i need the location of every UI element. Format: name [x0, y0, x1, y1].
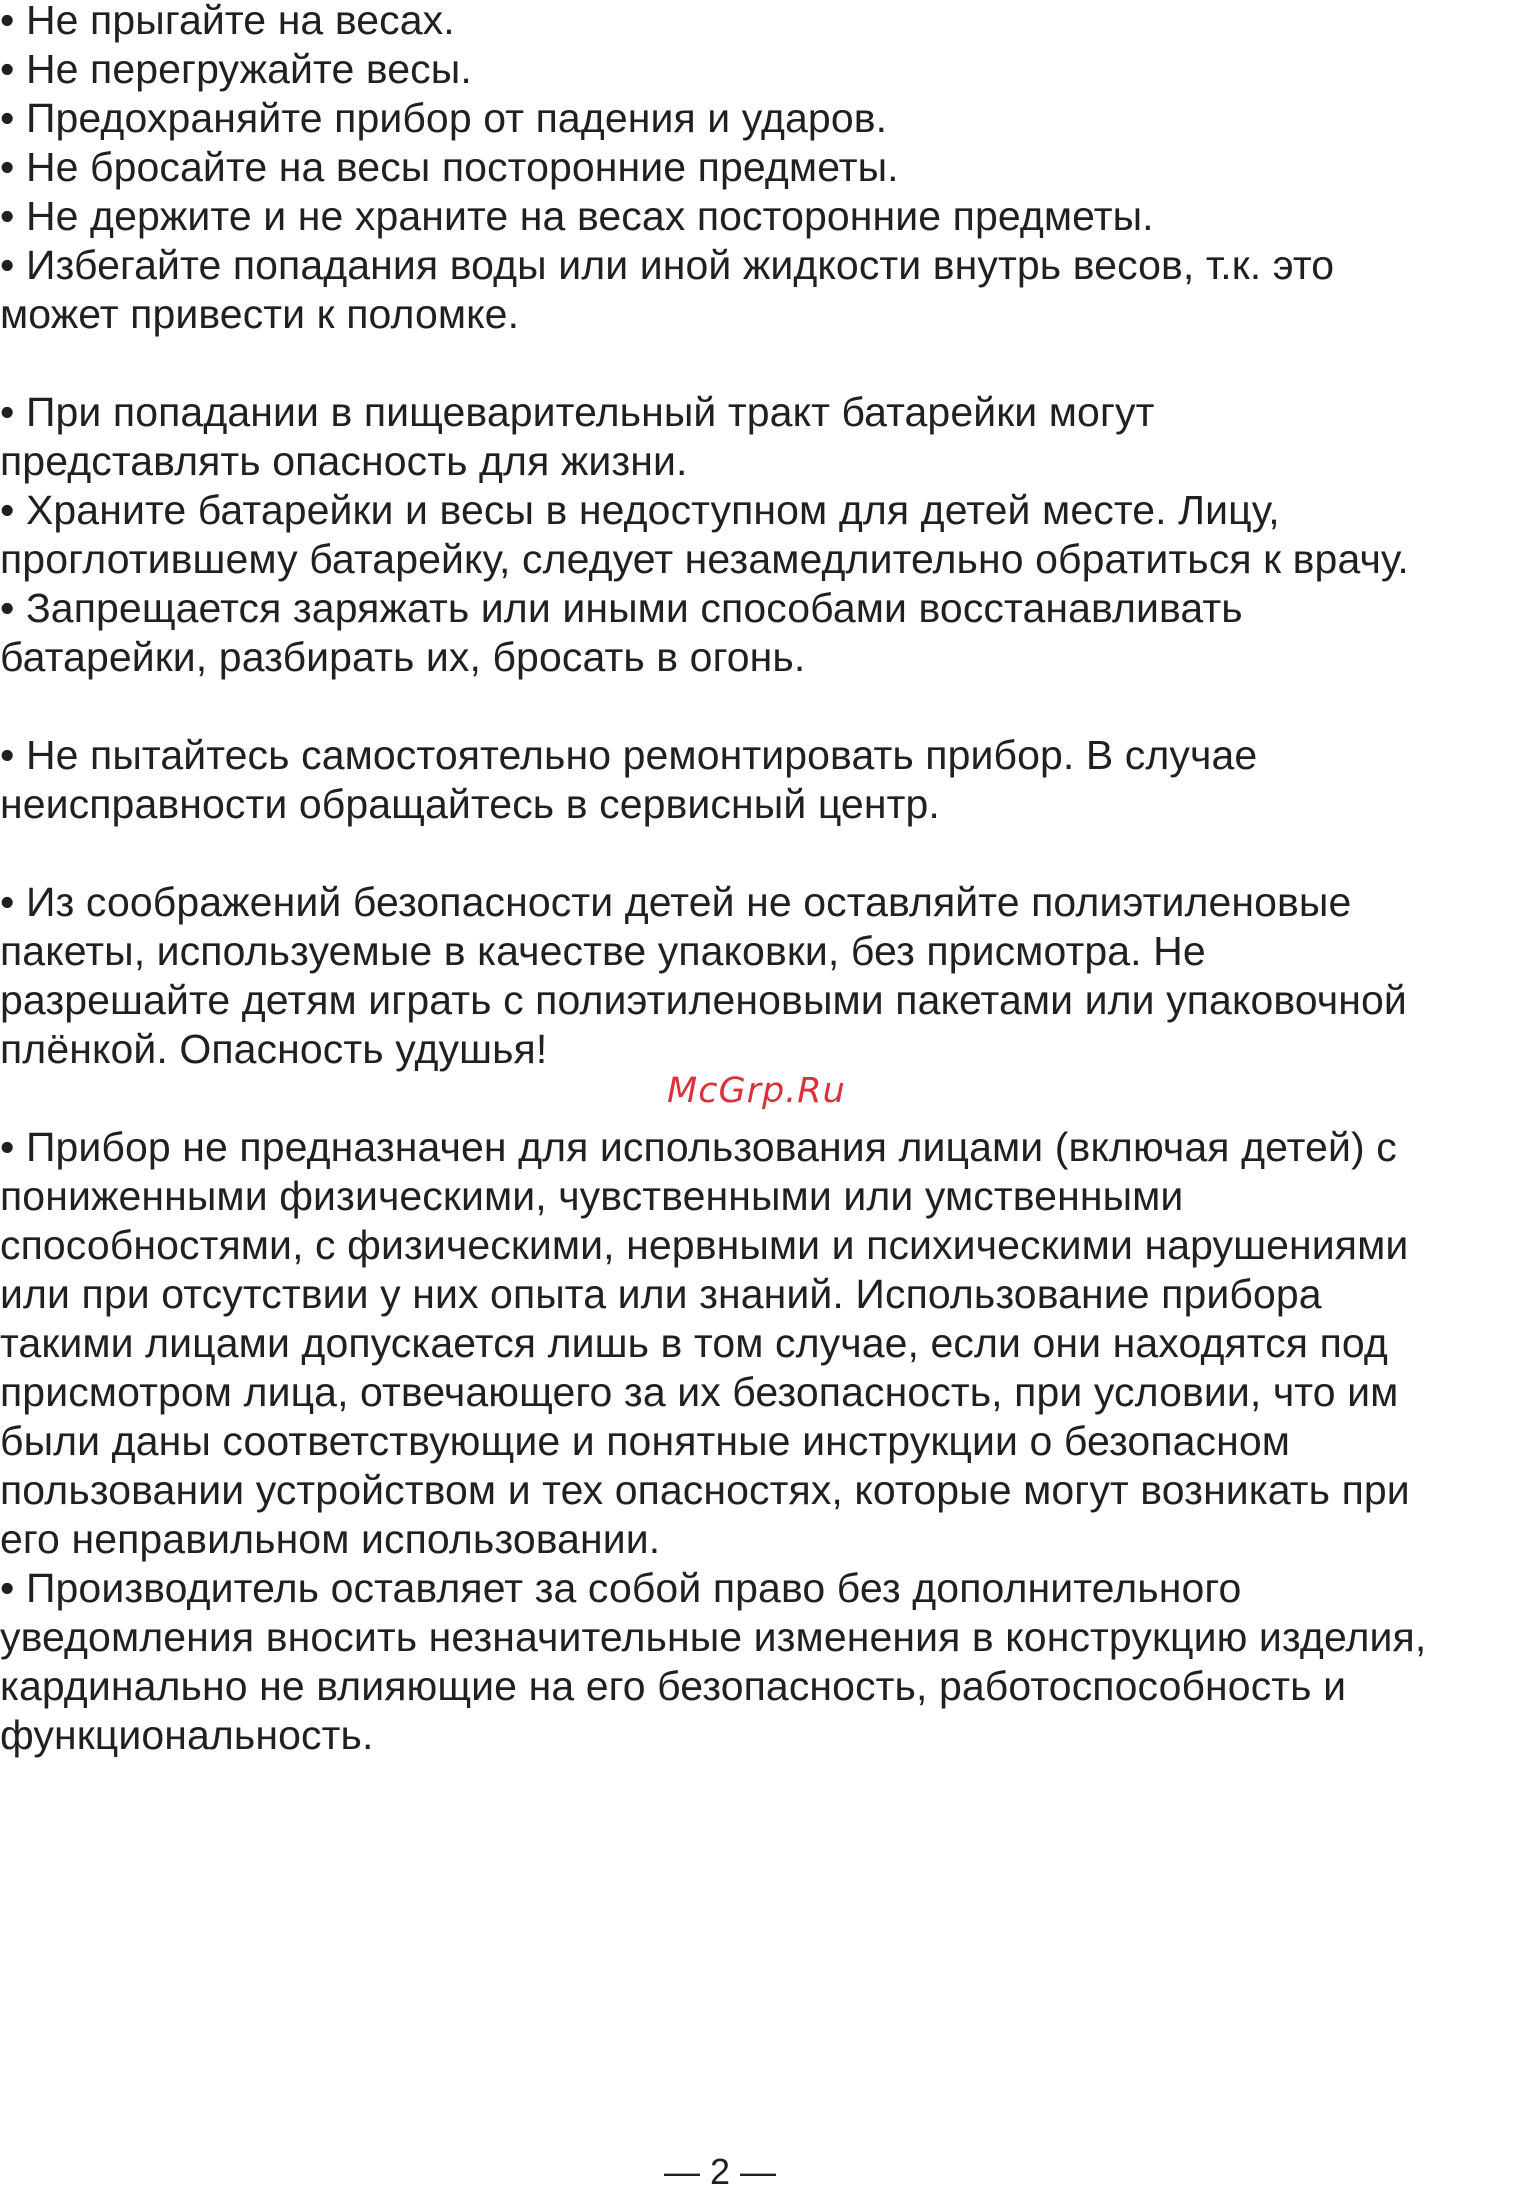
text-line: • Запрещается заряжать или иными способами восстанавливать: [0, 585, 1243, 631]
text-line: • Не бросайте на весы посторонние предметы.: [0, 144, 899, 190]
text-line: были даны соответствующие и понятные инструкции о безопасном: [0, 1418, 1291, 1464]
text-line: присмотром лица, отвечающего за их безопасность, при условии, что им: [0, 1369, 1399, 1415]
text-line: разрешайте детям играть с полиэтиленовыми пакетами или упаковочной: [0, 977, 1407, 1023]
text-line: пакеты, используемые в качестве упаковки, без присмотра. Не: [0, 928, 1206, 974]
watermark-text: McGrp.Ru: [667, 1071, 846, 1111]
text-line: • Не перегружайте весы.: [0, 46, 472, 92]
text-line: может привести к поломке.: [0, 291, 520, 337]
text-line: такими лицами допускается лишь в том случае, если они находятся под: [0, 1320, 1388, 1366]
text-line: • Храните батарейки и весы в недоступном для детей месте. Лицу,: [0, 487, 1280, 533]
text-line: неисправности обращайтесь в сервисный центр.: [0, 781, 940, 827]
page-number: — 2 —: [663, 2151, 777, 2192]
text-line: проглотившему батарейку, следует незамедлительно обратиться к врачу.: [0, 536, 1409, 582]
text-line: уведомления вносить незначительные изменения в конструкцию изделия,: [0, 1614, 1427, 1660]
text-line: • Избегайте попадания воды или иной жидкости внутрь весов, т.к. это: [0, 242, 1335, 288]
text-line: пониженными физическими, чувственными или умственными: [0, 1173, 1184, 1219]
text-line: способностями, с физическими, нервными и психическими нарушениями: [0, 1222, 1409, 1268]
text-line: • Не пытайтесь самостоятельно ремонтировать прибор. В случае: [0, 732, 1258, 778]
text-line: • Прибор не предназначен для использования лицами (включая детей) с: [0, 1124, 1397, 1170]
text-line: функциональность.: [0, 1712, 374, 1758]
text-line: • Предохраняйте прибор от падения и ударов.: [0, 95, 888, 141]
text-line: кардинально не влияющие на его безопасность, работоспособность и: [0, 1663, 1347, 1709]
text-line: • Производитель оставляет за собой право без дополнительного: [0, 1565, 1242, 1611]
text-line: • Из соображений безопасности детей не оставляйте полиэтиленовые: [0, 879, 1352, 925]
text-line: представлять опасность для жизни.: [0, 438, 688, 484]
text-line: пользовании устройством и тех опасностях, которые могут возникать при: [0, 1467, 1410, 1513]
text-line: • Не держите и не храните на весах посторонние предметы.: [0, 193, 1154, 239]
text-line: его неправильном использовании.: [0, 1516, 661, 1562]
text-line: плёнкой. Опасность удушья!: [0, 1026, 548, 1072]
text-line: или при отсутствии у них опыта или знаний. Использование прибора: [0, 1271, 1322, 1317]
text-line: батарейки, разбирать их, бросать в огонь.: [0, 634, 806, 680]
text-line: • При попадании в пищеварительный тракт батарейки могут: [0, 389, 1155, 435]
text-line: • Не прыгайте на весах.: [0, 0, 455, 43]
